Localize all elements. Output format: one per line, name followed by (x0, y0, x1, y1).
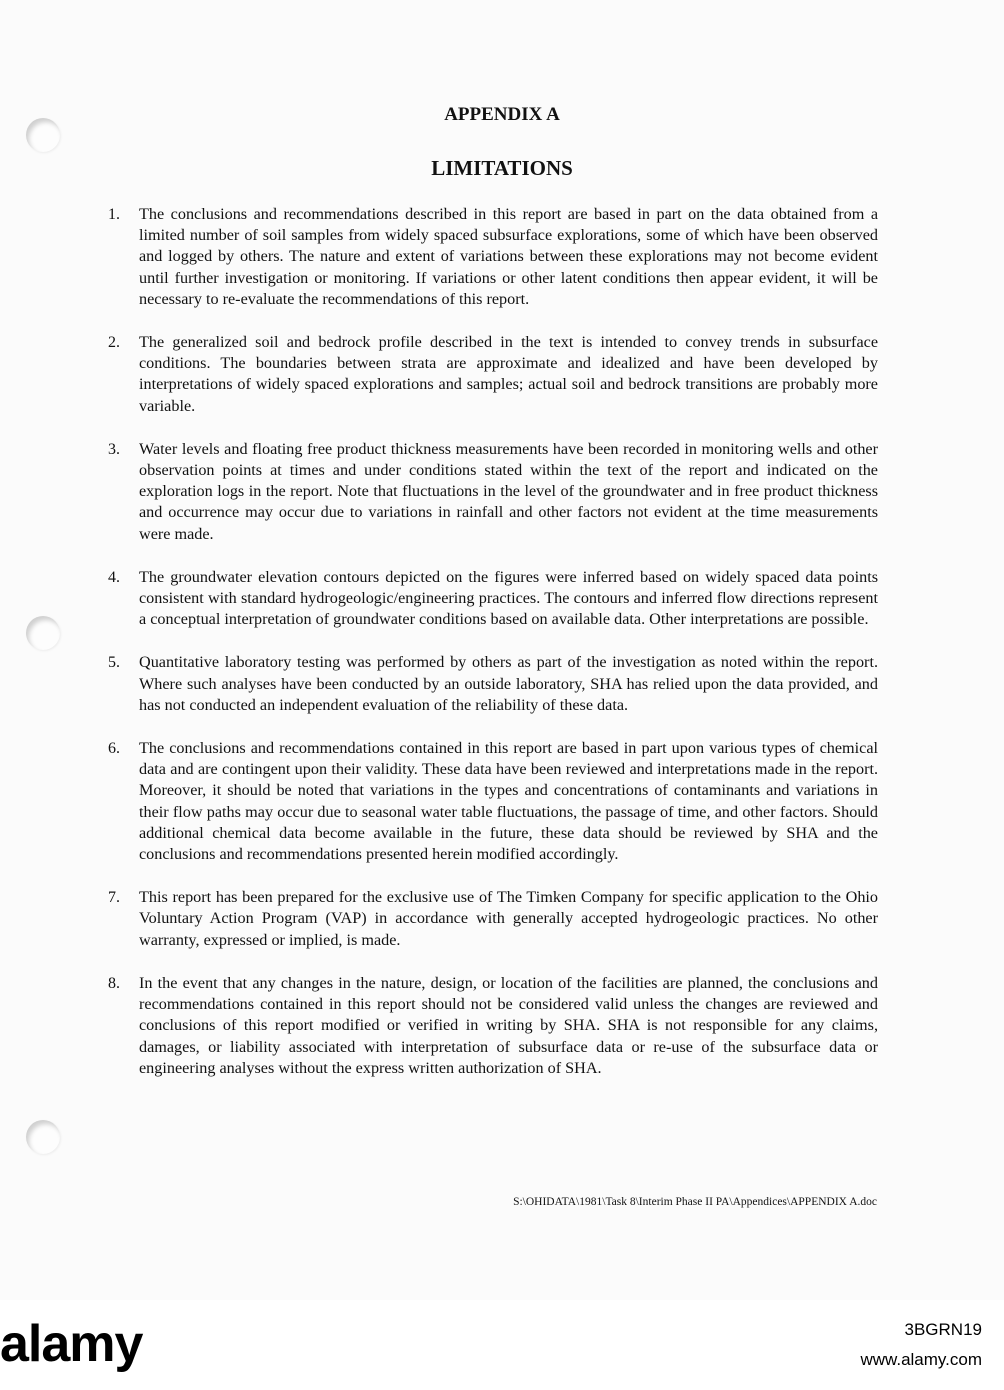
item-number: 3. (108, 440, 120, 458)
item-number: 5. (108, 654, 120, 672)
list-item (108, 738, 878, 865)
item-text: This report has been prepared for the exclusive use of The Timken Company for specific application to the Ohio Voluntary Action Program (VAP) in accordance with generally accepted hydrogeologic practices. No other warranty, expressed or implied, is made. (139, 888, 878, 949)
file-path-footer: S:\OHIDATA\1981\Task 8\Interim Phase II PA\Appendices\APPENDIX A.doc (513, 1196, 877, 1208)
item-text: Quantitative laboratory testing was performed by others as part of the investigation as noted within the report. Where such analyses have been conducted by an outside laboratory, SHA has relied upon the data provided, and has not conducted an independent evaluation of the reliability of these data. (139, 653, 878, 714)
stock-logo: alamy (0, 1315, 143, 1373)
item-number: 1. (108, 206, 120, 223)
stock-site-url: www.alamy.com (860, 1350, 982, 1369)
item-number: 6. (108, 740, 120, 758)
item-text: The conclusions and recommendations contained in this report are based in part upon various types of chemical data and are contingent upon their validity. These data have been reviewed and interpretations made in the report. Moreover, it should be noted that variations in the types and concentrations of contaminants and variations in their flow paths may occur due to seasonal water table fluctuations, the passage of time, and other factors. Should additional chemical data become available in the future, these data should be reviewed by SHA and the conclusions and recommendations presented herein modified accordingly. (139, 739, 878, 864)
stock-watermark-bar (0, 1300, 1004, 1390)
item-number: 4. (108, 568, 120, 586)
list-item (108, 973, 878, 1079)
list-item (108, 332, 878, 417)
appendix-title: APPENDIX A (444, 104, 560, 125)
item-number: 7. (108, 889, 120, 907)
item-text: Water levels and floating free product thickness measurements have been recorded in monitoring wells and other observation points at times and under conditions stated within the text of the report and indicated on the exploration logs in the report. Note that fluctuations in the level of the groundwater and in free product thickness and occurrence may occur due to variations in rainfall and other factors not evident at the time measurements were made. (139, 439, 878, 543)
stock-image-id: 3BGRN19 (904, 1320, 982, 1339)
list-item (108, 652, 878, 716)
item-text: The generalized soil and bedrock profile described in the text is intended to convey trends in subsurface conditions. The boundaries between strata are approximate and idealized and have been developed by interpretations of widely spaced explorations and samples; actual soil and bedrock transitions are probably more variable. (139, 333, 878, 415)
list-item (108, 204, 878, 310)
item-number: 8. (108, 974, 120, 992)
list-item (108, 439, 878, 545)
item-text: The conclusions and recommendations described in this report are based in part on the data obtained from a limited number of soil samples from widely spaced subsurface explorations, some of which have been observed and logged by others. The nature and extent of variations between these explorations may not become evident until further investigation or monitoring. If variations or other latent conditions then appear evident, it will be necessary to re-evaluate the recommendations of this report. (139, 205, 878, 308)
item-text: The groundwater elevation contours depicted on the figures were inferred based on widely spaced data points consistent with standard hydrogeologic/engineering practices. The contours and inferred flow directions represent a conceptual interpretation of groundwater conditions based on available data. Other interpretations are possible. (139, 567, 878, 629)
section-title: LIMITATIONS (431, 156, 573, 180)
limitations-list (108, 204, 878, 1101)
list-item (108, 887, 878, 951)
item-text: In the event that any changes in the nature, design, or location of the facilities are planned, the conclusions and recommendations contained in this report should not be considered valid unless the changes are reviewed and conclusions of this report modified or verified in writing by SHA. SHA is not responsible for any claims, damages, or liability associated with interpretation of subsurface data or re-use of the subsurface data or engineering analyses without the express written authorization of SHA. (139, 973, 878, 1077)
list-item (108, 567, 878, 631)
item-number: 2. (108, 334, 120, 352)
punch-hole (26, 1120, 60, 1154)
punch-hole (26, 616, 60, 650)
